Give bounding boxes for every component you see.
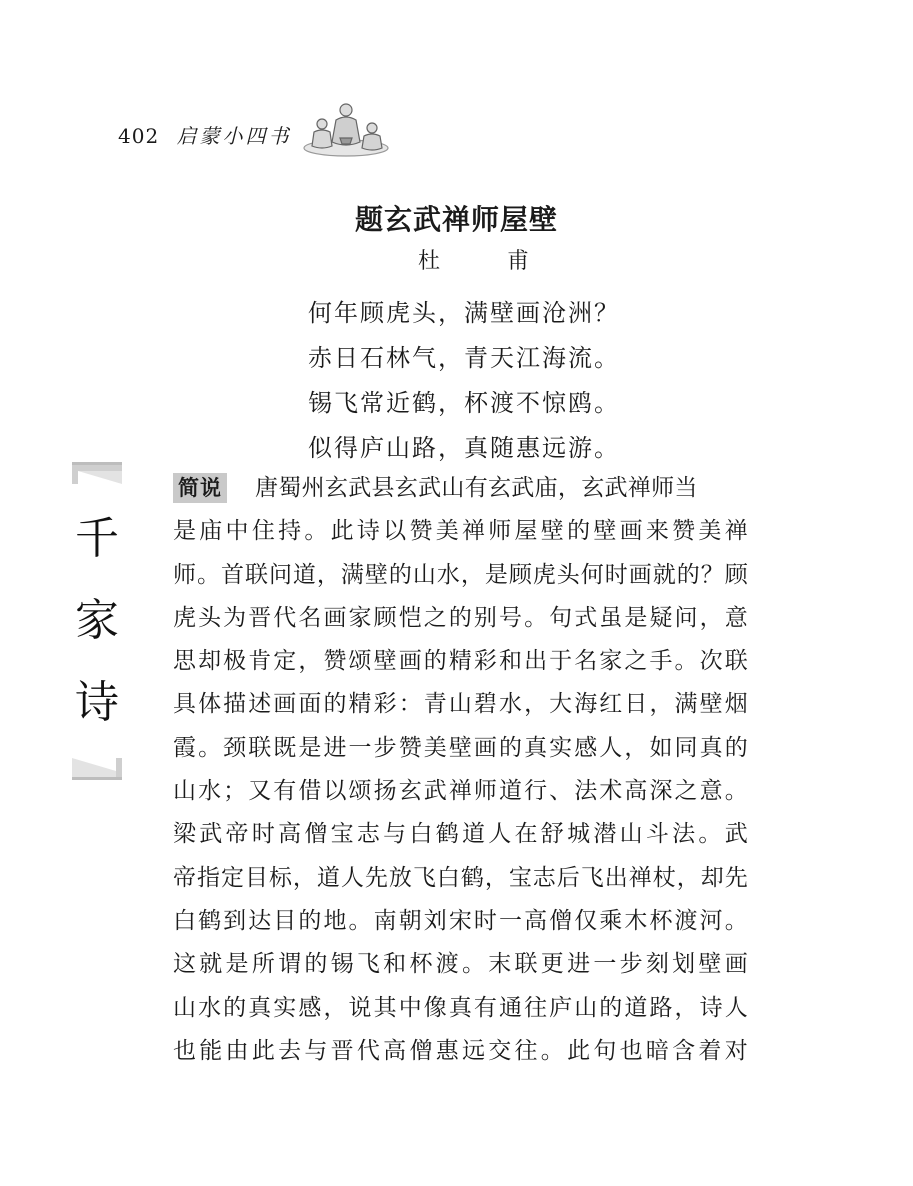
commentary-line: 也能由此去与晋代高僧惠远交往。此句也暗含着对 [173,1037,748,1064]
commentary-line: 这就是所谓的锡飞和杯渡。末联更进一步刻划壁画 [173,951,748,978]
commentary-line: 梁武帝时高僧宝志与白鹤道人在舒城潜山斗法。武 [173,821,748,848]
poem-line: 何年顾虎头，满壁画沧洲？ [308,299,620,327]
commentary-line: 具体描述画面的精彩：青山碧水，大海红日，满壁烟 [173,691,748,718]
commentary-line: 山水的真实感，说其中像真有通往庐山的道路，诗人 [173,994,748,1021]
commentary-line: 思却极肯定，赞颂壁画的精彩和出于名家之手。次联 [173,648,748,675]
page-number: 402 [118,124,160,148]
commentary-first-line [173,467,748,510]
commentary [173,467,748,1073]
header-illustration [300,98,392,158]
poem-line: 锡飞常近鹤，杯渡不惊鸥。 [308,389,620,417]
poem-body [308,296,620,476]
bracket-top-decoration [72,462,122,484]
bracket-bottom-decoration [72,758,122,780]
page-header [118,120,292,149]
poem-line: 似得庐山路，真随惠远游。 [308,434,620,462]
side-char: 千 [75,513,119,564]
commentary-line: 师。首联问道，满壁的山水，是顾虎头何时画就的？顾 [173,561,748,588]
commentary-line: 白鹤到达目的地。南朝刘宋时一高僧仅乘木杯渡河。 [173,907,748,934]
side-tab [72,462,122,784]
poem-author: 杜 甫 [418,249,559,274]
commentary-label: 简说 [173,473,227,503]
commentary-line: 霞。颈联既是进一步赞美壁画的真实感人，如同真的 [173,734,748,761]
book-title: 启蒙小四书 [176,124,292,148]
commentary-line: 虎头为晋代名画家顾恺之的别号。句式虽是疑问，意 [173,604,748,631]
side-char: 家 [75,595,119,646]
commentary-line: 是庙中住持。此诗以赞美禅师屋壁的壁画来赞美禅 [173,518,748,545]
commentary-line: 帝指定目标，道人先放飞白鹤，宝志后飞出禅杖，却先 [173,864,748,891]
side-char: 诗 [75,677,119,728]
commentary-line: 唐蜀州玄武县玄武山有玄武庙，玄武禅师当 [255,475,698,501]
poem-line: 赤日石林气，青天江海流。 [308,344,620,372]
commentary-line: 山水；又有借以颂扬玄武禅师道行、法术高深之意。 [173,778,748,805]
poem-title: 题玄武禅师屋壁 [354,203,558,236]
